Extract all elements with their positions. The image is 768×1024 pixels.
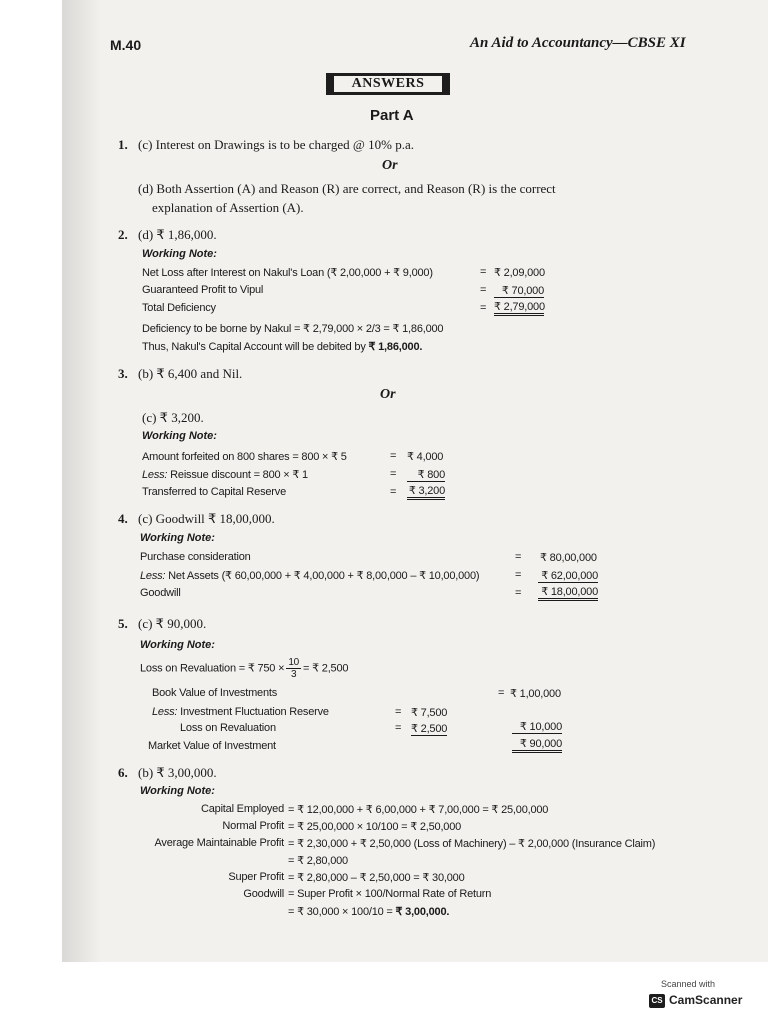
q6-line-3-label: Average Maintainable Profit [154,837,284,849]
q6-number: 6. [118,765,128,780]
q1-alt-line1: (d) Both Assertion (A) and Reason (R) are correct, and Reason (R) is the correct [138,181,556,196]
q4-row-3-label: Goodwill [140,587,181,599]
q6-line-2-label: Normal Profit [222,820,284,832]
camscanner-watermark [643,975,758,1013]
q5-ifr-value: ₹ 7,500 [411,707,448,719]
q3-row-1-label: Amount forfeited on 800 shares = 800 × ₹ 5 [142,451,347,463]
q5-lor-value: ₹ 2,500 [411,723,448,735]
q6-line-2-value: = ₹ 25,00,000 × 10/100 = ₹ 2,50,000 [288,821,462,833]
q2-answer: (d) ₹ 1,86,000. [138,227,217,242]
q2-row-2-eq: = [480,284,487,296]
q5-working-note: Working Note: [140,639,215,651]
q2-row-1-value: ₹ 2,09,000 [494,267,545,279]
watermark-brand: CamScanner [669,993,743,1007]
q3-answer: (b) ₹ 6,400 and Nil. [138,366,243,381]
q5-ifr-eq: = [395,706,402,718]
q5-number: 5. [118,616,128,631]
q3-row-2-label: Less: Reissue discount = 800 × ₹ 1 [142,469,308,481]
q2-row-2-label: Guaranteed Profit to Vipul [142,284,264,296]
watermark-caption: Scanned with [661,979,716,989]
q1-answer: (c) Interest on Drawings is to be charged @ 10% p.a. [138,137,414,152]
q1-or: Or [382,158,398,173]
camscanner-logo-icon: CS [649,994,665,1008]
q3-row-2-eq: = [390,468,397,480]
q4-row-3-eq: = [515,587,522,599]
q5-book-value-label: Book Value of Investments [152,687,278,699]
q5-total-reduction: ₹ 10,000 [512,720,562,734]
q5-market-value-label: Market Value of Investment [148,740,276,752]
q3-row-2-value: ₹ 800 [407,468,445,482]
q5-ifr-label: Less: Investment Fluctuation Reserve [152,706,329,718]
q4-row-2-value: ₹ 62,00,000 [538,569,598,583]
q6-line-4-value: = ₹ 2,80,000 [288,855,348,867]
q4-row-1-eq: = [515,551,522,563]
q4-row-2-label: Less: Net Assets (₹ 60,00,000 + ₹ 4,00,000 + ₹ 8,00,000 – ₹ 10,00,000) [140,570,480,582]
q4-row-3-value: ₹ 18,00,000 [538,585,598,601]
part-heading: Part A [370,107,414,124]
q4-row-1-value: ₹ 80,00,000 [540,552,597,564]
q4-row-2-eq: = [515,569,522,581]
book-title: An Aid to Accountancy—CBSE XI [470,35,686,51]
q3-row-1-value: ₹ 4,000 [407,451,444,463]
q6-line-1-value: = ₹ 12,00,000 + ₹ 6,00,000 + ₹ 7,00,000 = ₹ 25,00,000 [288,804,549,816]
answers-heading: ANSWERS [334,76,442,92]
q6-line-1-label: Capital Employed [200,803,284,815]
q6-final-line: = ₹ 30,000 × 100/10 = ₹ 3,00,000. [288,906,450,918]
q3-alt-answer: (c) ₹ 3,200. [142,410,204,425]
q2-deficiency-line: Deficiency to be borne by Nakul = ₹ 2,79,000 × 2/3 = ₹ 1,86,000 [142,323,444,335]
q2-row-3-value: ₹ 2,79,000 [494,300,544,316]
document-page [62,0,768,962]
q2-row-1-label: Net Loss after Interest on Nakul's Loan (₹ 2,00,000 + ₹ 9,000) [142,267,433,279]
q5-lor-label: Loss on Revaluation [180,722,276,734]
q6-line-6-label: Goodwill [243,888,284,900]
fraction: $\frac{10}{3}$ [288,657,300,680]
q2-row-2-value: ₹ 70,000 [494,284,544,298]
q6-answer: (b) ₹ 3,00,000. [138,765,217,780]
answers-heading-box [326,73,450,95]
q2-working-note: Working Note: [142,248,217,260]
page-number: M.40 [110,37,142,53]
q3-or: Or [380,387,396,402]
q6-line-6-value: = Super Profit × 100/Normal Rate of Return [288,888,492,900]
q3-number: 3. [118,366,128,381]
q6-line-5-label: Super Profit [228,871,284,883]
q3-row-3-eq: = [390,486,397,498]
q6-line-3-value: = ₹ 2,30,000 + ₹ 2,50,000 (Loss of Machinery) – ₹ 2,00,000 (Insurance Claim) [288,838,656,850]
q2-number: 2. [118,227,128,242]
q4-working-note: Working Note: [140,532,215,544]
q5-lor-eq: = [395,722,402,734]
q3-row-3-value: ₹ 3,200 [407,484,445,500]
q2-row-3-label: Total Deficiency [142,302,216,314]
q1-number: 1. [118,137,128,152]
q2-conclusion: Thus, Nakul's Capital Account will be debited by ₹ 1,86,000. [142,341,423,353]
q5-loss-formula: Loss on Revaluation = ₹ 750 × $\frac{10}{3}$ = ₹ 2,500 [140,657,349,680]
q5-book-value-eq: = [498,687,505,699]
q2-row-1-eq: = [480,266,487,278]
q3-row-1-eq: = [390,450,397,462]
q1-alt-line2: explanation of Assertion (A). [152,200,304,215]
q4-row-1-label: Purchase consideration [140,551,251,563]
q5-market-value: ₹ 90,000 [512,737,562,753]
q6-working-note: Working Note: [140,785,215,797]
q6-line-5-value: = ₹ 2,80,000 – ₹ 2,50,000 = ₹ 30,000 [288,872,465,884]
q3-working-note: Working Note: [142,430,217,442]
q5-answer: (c) ₹ 90,000. [138,616,207,631]
q4-number: 4. [118,511,128,526]
q2-row-3-eq: = [480,302,487,314]
q5-book-value: ₹ 1,00,000 [510,688,561,700]
q4-answer: (c) Goodwill ₹ 18,00,000. [138,511,275,526]
q3-row-3-label: Transferred to Capital Reserve [142,486,286,498]
